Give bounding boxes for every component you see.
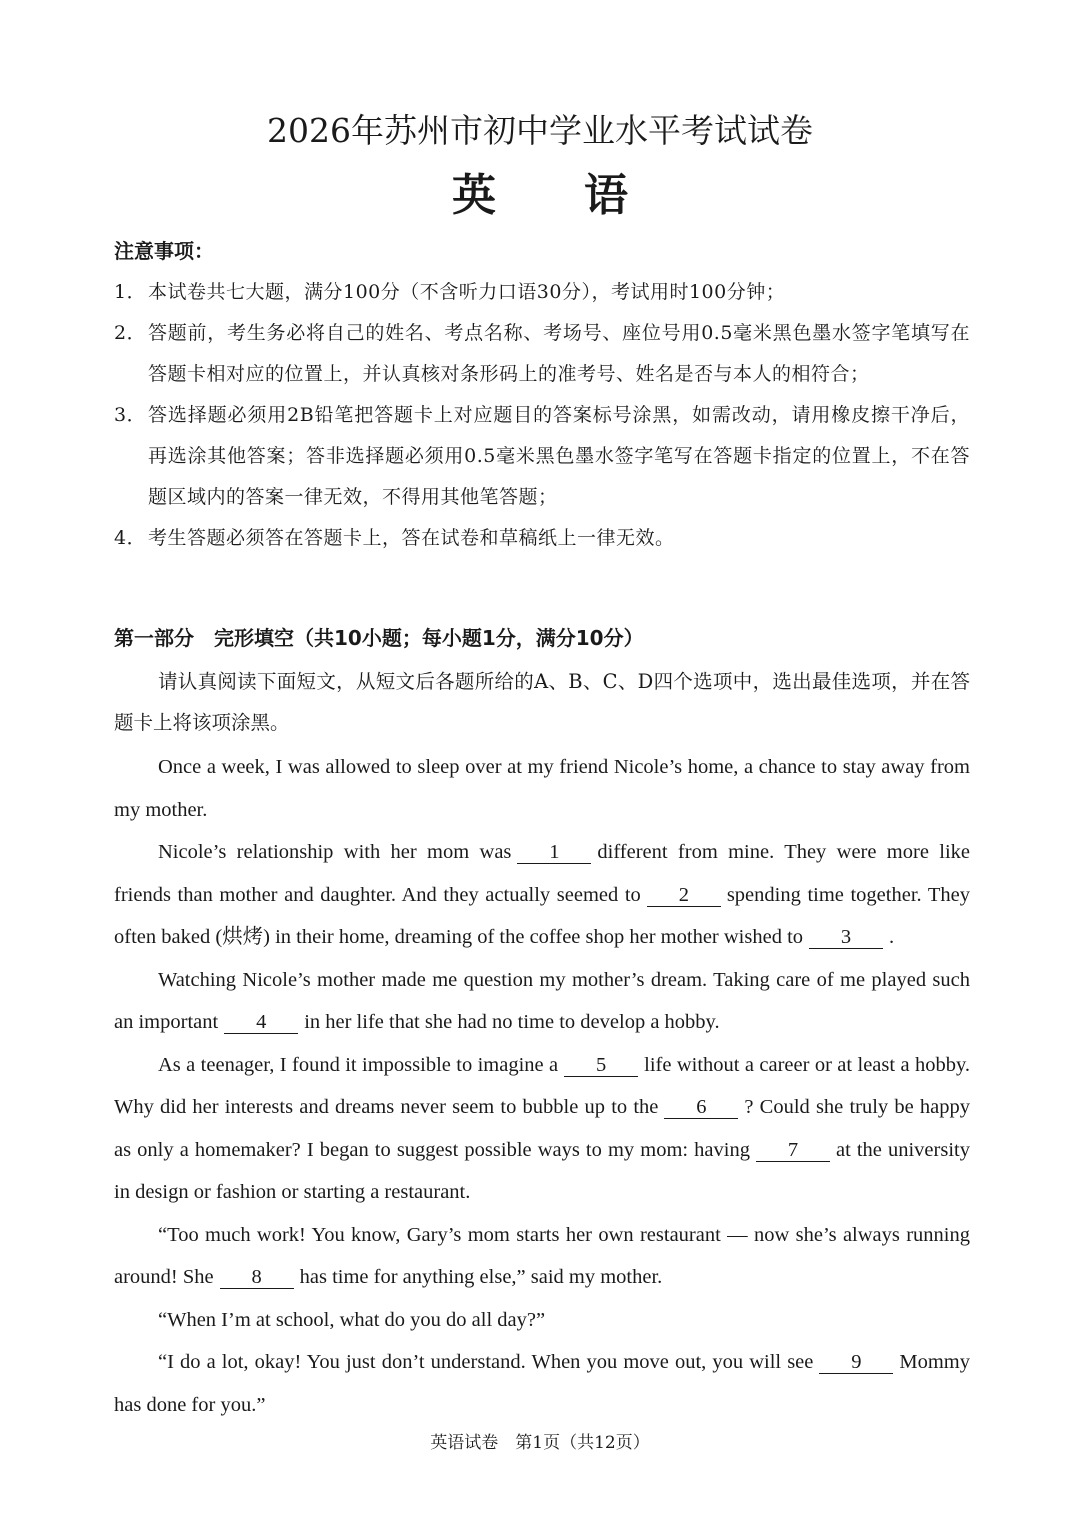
part1-heading: 第一部分 完形填空（共10小题；每小题1分，满分10分）: [114, 626, 644, 650]
blank-2: 2: [647, 884, 721, 907]
passage-text: spending time together. They often baked (烘烤) in their home, dreaming of the coffee shop her mother wished to: [114, 883, 970, 948]
passage-paragraph: [114, 1214, 970, 1299]
note-text: 答题前，考生务必将自己的姓名、考点名称、考场号、座位号用0.5毫米黑色墨水签字笔填写在答题卡相对应的位置上，并认真核对条形码上的准考号、姓名是否与本人的相符合；: [148, 322, 970, 385]
note-text: 考生答题必须答在答题卡上，答在试卷和草稿纸上一律无效。: [148, 527, 675, 549]
passage-text: in her life that she had no time to develop a hobby.: [304, 1011, 720, 1033]
cloze-passage: [114, 746, 970, 1426]
notes-list: [114, 272, 970, 559]
passage-paragraph: [114, 959, 970, 1044]
blank-1: 1: [517, 841, 591, 864]
blank-8: 8: [220, 1266, 294, 1289]
blank-6: 6: [664, 1096, 738, 1119]
passage-text: ? Could she truly be happy as only a homemaker? I began to suggest possible ways to my mom: having: [114, 1096, 970, 1161]
passage-paragraph: [114, 1299, 970, 1342]
exam-subject: 英 语: [452, 170, 628, 221]
passage-paragraph: [114, 831, 970, 959]
passage-text: life without a career or at least a hobby. Why did her interests and dreams never seem to bubble up to the: [114, 1053, 970, 1118]
passage-paragraph: [114, 1341, 970, 1426]
passage-paragraph: [114, 1044, 970, 1214]
note-number: 4．: [114, 527, 147, 549]
passage-text: has time for anything else,” said my mother.: [299, 1266, 663, 1288]
note-item: [114, 313, 970, 395]
passage-text: Nicole’s relationship with her mom was: [158, 841, 512, 863]
passage-text: .: [889, 926, 895, 948]
note-number: 2．: [114, 322, 147, 344]
passage-text: Watching Nicole’s mother made me question my mother’s dream. Taking care of me played such an important: [114, 968, 970, 1033]
note-text: 答选择题必须用2B铅笔把答题卡上对应题目的答案标号涂黑，如需改动，请用橡皮擦干净后，再选涂其他答案；答非选择题必须用0.5毫米黑色墨水签字笔写在答题卡指定的位置上，不在答题区域内的答案一律无效，不得用其他笔答题；: [148, 404, 970, 508]
blank-9: 9: [819, 1351, 893, 1374]
passage-text: “I do a lot, okay! You just don’t understand. When you move out, you will see: [158, 1351, 814, 1373]
passage-text: “When I’m at school, what do you do all day?”: [158, 1308, 546, 1331]
part1-instruction: 请认真阅读下面短文，从短文后各题所给的A、B、C、D四个选项中，选出最佳选项，并在答题卡上将该项涂黑。: [114, 670, 970, 734]
exam-title: 2026年苏州市初中学业水平考试试卷: [267, 111, 813, 150]
note-text: 本试卷共七大题，满分100分（不含听力口语30分），考试用时100分钟；: [148, 281, 786, 303]
passage-text: different from mine. They were more like friends than mother and daughter. And they actually seemed to: [114, 841, 970, 906]
notes-heading: 注意事项：: [114, 239, 214, 263]
blank-3: 3: [809, 926, 883, 949]
note-item: [114, 272, 970, 313]
blank-7: 7: [756, 1139, 830, 1162]
note-item: [114, 518, 970, 559]
blank-4: 4: [224, 1011, 298, 1034]
blank-5: 5: [564, 1054, 638, 1077]
note-number: 3．: [114, 404, 147, 426]
page-footer: 英语试卷 第1页（共12页）: [430, 1433, 650, 1453]
passage-text: Once a week, I was allowed to sleep over at my friend Nicole’s home, a chance to stay away from my mother.: [114, 756, 970, 821]
passage-text: “Too much work! You know, Gary’s mom starts her own restaurant — now she’s always running around! She: [114, 1223, 970, 1288]
passage-text: Mommy has done for you.”: [114, 1351, 970, 1416]
note-number: 1．: [114, 281, 147, 303]
passage-text: As a teenager, I found it impossible to imagine a: [158, 1053, 559, 1076]
passage-paragraph: [114, 746, 970, 831]
note-item: [114, 395, 970, 518]
passage-text: at the university in design or fashion or starting a restaurant.: [114, 1138, 970, 1203]
